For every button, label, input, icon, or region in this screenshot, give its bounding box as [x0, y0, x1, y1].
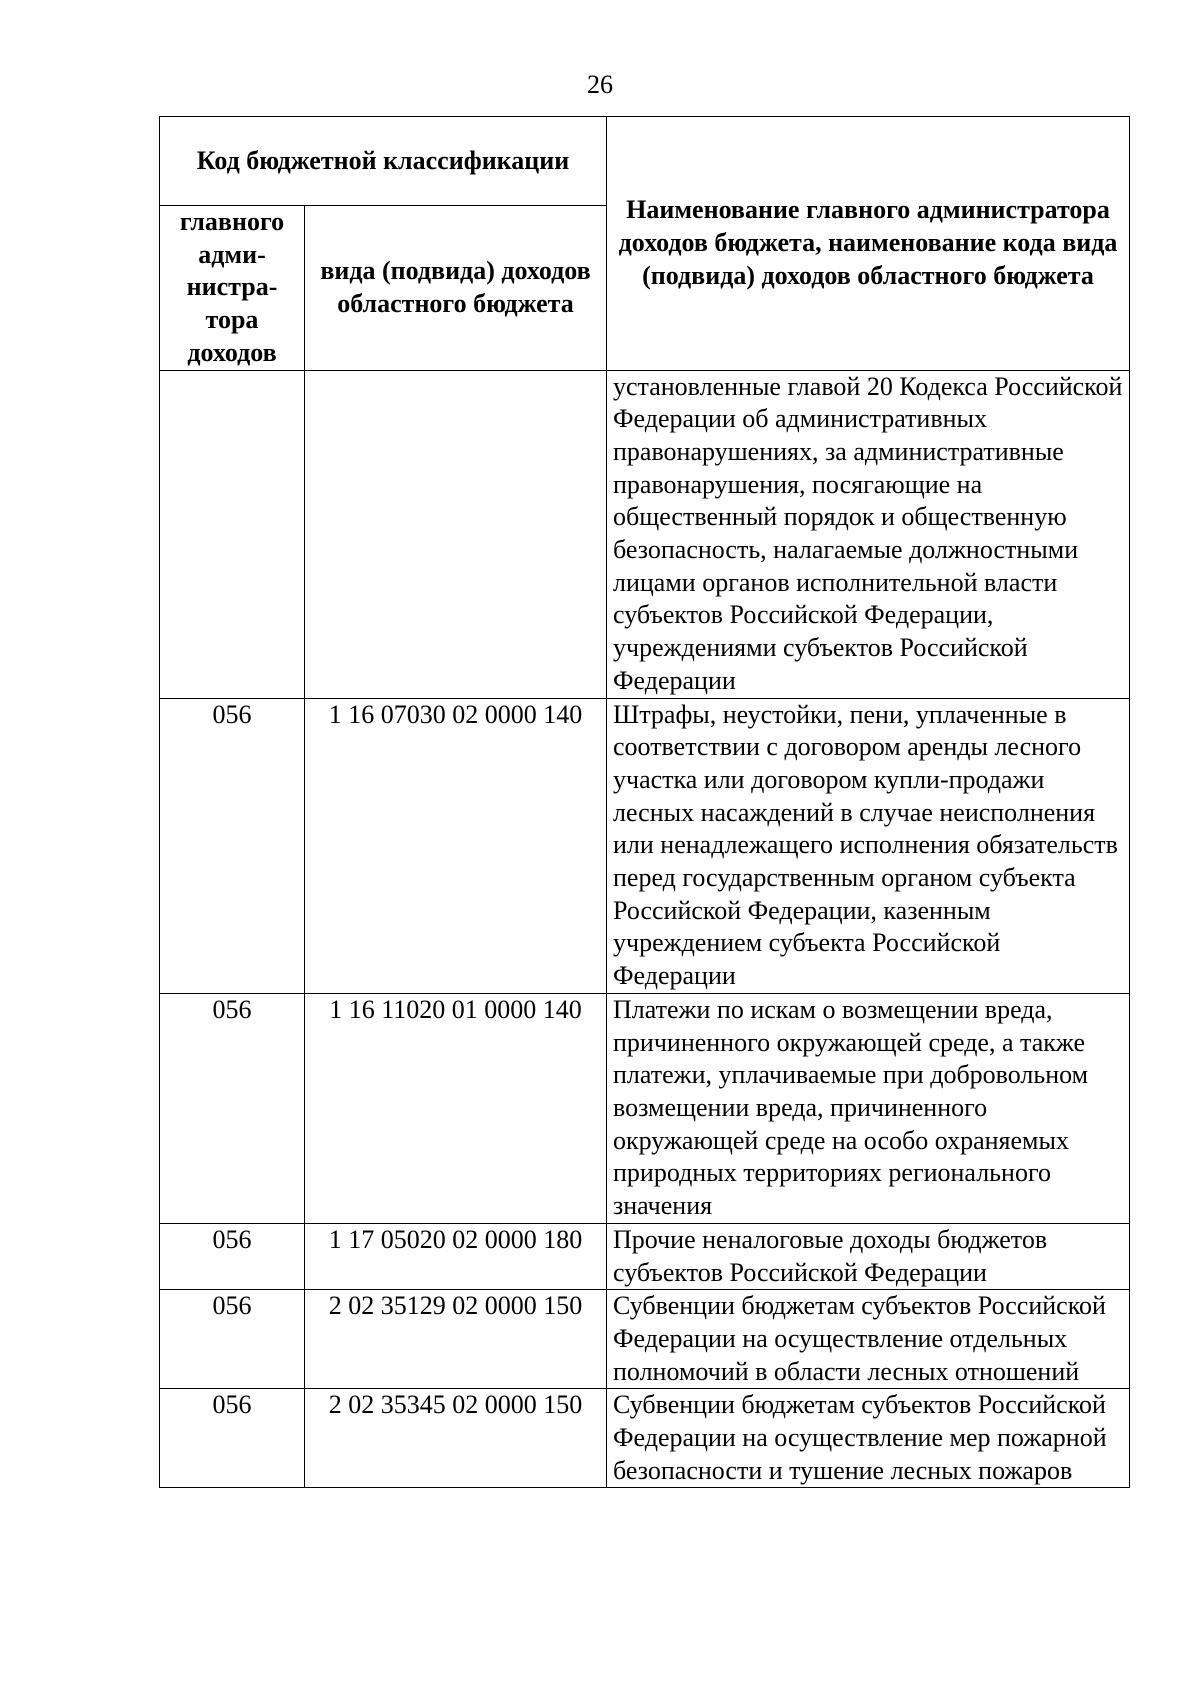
income-code-cell: 1 16 07030 02 0000 140	[305, 698, 607, 993]
description-cell: Субвенции бюджетам субъектов Российской Федерации на осуществление мер пожарной безопасности и тушение лесных пожаров	[607, 1389, 1130, 1488]
header-budget-code-group: Код бюджетной классификации	[160, 117, 607, 206]
table-row	[160, 1223, 1130, 1289]
income-code-cell: 2 02 35345 02 0000 150	[305, 1389, 607, 1488]
header-admin-code: главного адми-нистра-тора доходов	[160, 206, 305, 371]
description-cell: Платежи по искам о возмещении вреда, причиненного окружающей среде, а также платежи, уплачиваемые при добровольном возмещении вреда, причиненного окружающей среде на особо охраняемых природных территориях регионального значения	[607, 993, 1130, 1223]
table-row	[160, 993, 1130, 1223]
description-cell: Субвенции бюджетам субъектов Российской Федерации на осуществление отдельных полномочий в области лесных отношений	[607, 1290, 1130, 1389]
table-row	[160, 698, 1130, 993]
budget-classification-table	[159, 116, 1130, 1488]
income-code-cell: 1 17 05020 02 0000 180	[305, 1223, 607, 1289]
income-code-cell: 2 02 35129 02 0000 150	[305, 1290, 607, 1389]
header-income-kind-code: вида (подвида) доходов областного бюджета	[305, 206, 607, 371]
table-body	[160, 370, 1130, 1488]
income-code-cell: 1 16 11020 01 0000 140	[305, 993, 607, 1223]
admin-code-cell: 056	[160, 1223, 305, 1289]
admin-code-cell: 056	[160, 1290, 305, 1389]
table-header	[160, 117, 1130, 371]
table-row	[160, 1389, 1130, 1488]
header-name: Наименование главного администратора доходов бюджета, наименование кода вида (подвида) доходов областного бюджета	[607, 117, 1130, 371]
admin-code-cell: 056	[160, 993, 305, 1223]
page-number: 26	[587, 70, 613, 99]
description-cell: Штрафы, неустойки, пени, уплаченные в соответствии с договором аренды лесного участка или договором купли-продажи лесных насаждений в случае неисполнения или ненадлежащего исполнения обязательств перед государственным органом субъекта Российской Федерации, казенным учреждением субъекта Российской Федерации	[607, 698, 1130, 993]
admin-code-cell	[160, 370, 305, 698]
description-cell: Прочие неналоговые доходы бюджетов субъектов Российской Федерации	[607, 1223, 1130, 1289]
admin-code-cell: 056	[160, 698, 305, 993]
table-row	[160, 1290, 1130, 1389]
table-row	[160, 370, 1130, 698]
description-cell: установленные главой 20 Кодекса Российской Федерации об административных правонарушениях, за административные правонарушения, посягающие на общественный порядок и общественную безопасность, налагаемые должностными лицами органов исполнительной власти субъектов Российской Федерации, учреждениями субъектов Российской Федерации	[607, 370, 1130, 698]
income-code-cell	[305, 370, 607, 698]
admin-code-cell: 056	[160, 1389, 305, 1488]
